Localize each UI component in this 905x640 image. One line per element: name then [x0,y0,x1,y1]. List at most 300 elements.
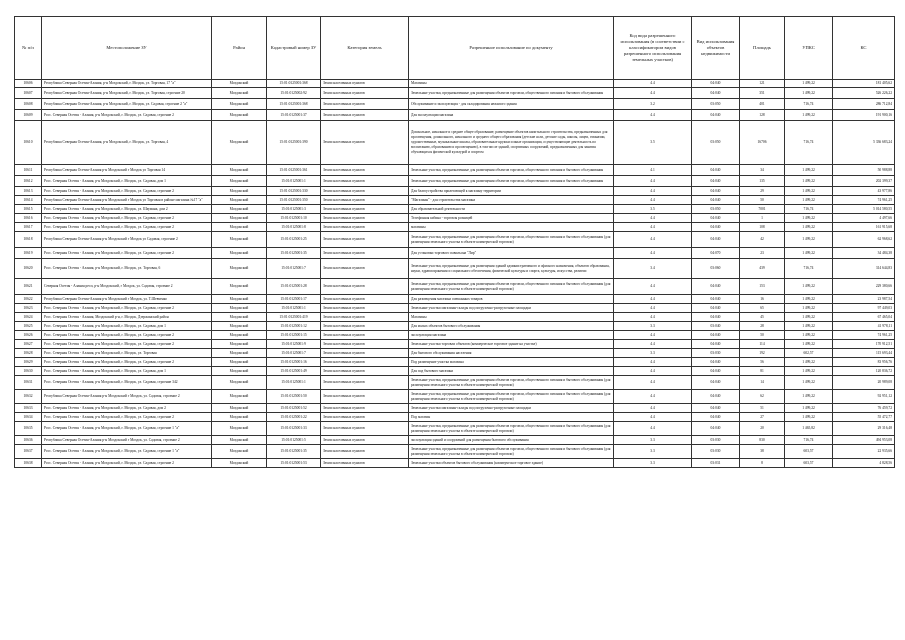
cell-district: Моздокский [212,404,267,413]
cell-category: Земли населенных пунктов [321,313,409,322]
cell-district: Моздокский [212,214,267,223]
cell-use-code: 4.4 [614,223,692,232]
cell-area: 45 [740,313,785,322]
cell-use-code: 4.4 [614,313,692,322]
cell-area: 34 [740,165,785,176]
cell-ks: 74 961,25 [833,331,895,340]
cell-ks: 4 828,56 [833,459,895,468]
cell-permitted-use: "Магазины" - для строительства магазина [409,196,614,205]
cell-id: 10618 [15,232,42,248]
cell-id: 10610 [15,121,42,165]
cell-area: 8 [740,459,785,468]
cell-category: Земли населенных пунктов [321,248,409,259]
cell-area: 108 [740,223,785,232]
cell-address: Росс. Северная Осетия - Алания, р-н Моздокский, г. Моздок, ул. Садовая, строение 2 [42,214,212,223]
cell-use-group: 04:040 [692,110,740,121]
cell-ks: 202 399,37 [833,176,895,187]
cell-id: 10620 [15,259,42,279]
table-row [15,223,895,232]
cell-area: 42 [740,232,785,248]
table-row [15,99,895,110]
table-row [15,322,895,331]
table-row [15,110,895,121]
cell-permitted-use: Земельные участки, предназначенные для размещения объектов торговли, общественного питания и бытового обслуживания (для размещения земельного участка в объекте коммерческой торговли) [409,279,614,295]
header-district: Район [212,17,267,80]
cell-address: Росс. Северная Осетия - Алания, р-н Моздокский, г. Моздок, ул. Садовая, строение 2 [42,248,212,259]
cell-use-group: 04:040 [692,88,740,99]
cell-id: 10606 [15,80,42,88]
cell-area: 56 [740,358,785,367]
cell-use-group: 03:030 [692,445,740,459]
cell-district: Моздокский [212,459,267,468]
cell-id: 10608 [15,99,42,110]
cell-cadastral: 15:01:0125001:390 [267,121,321,165]
cell-cadastral: 15:01:0125001:419 [267,313,321,322]
cell-use-group: 04:040 [692,223,740,232]
cell-category: Земли населенных пунктов [321,232,409,248]
cell-use-code: 3.3 [614,445,692,459]
cell-permitted-use: Для образовательной деятельности [409,205,614,214]
cell-upks: 602,57 [785,349,833,358]
cell-permitted-use: Земельные участки, предназначенные для размещения объектов торговли, общественного питания и бытового обслуживания (для размещения земельного участка в объекте коммерческой торговли) [409,422,614,436]
cell-area: 121 [740,80,785,88]
cell-area: 153 [740,279,785,295]
cell-category: Земли населенных пунктов [321,340,409,349]
cell-category: Земли населенных пунктов [321,214,409,223]
cell-id: 10621 [15,279,42,295]
cell-area: 135 [740,176,785,187]
cell-cadastral: 15:01:0125001:1 [267,376,321,390]
cell-use-code: 4.4 [614,187,692,196]
cell-ks: 161 915,68 [833,223,895,232]
table-row [15,445,895,459]
cell-use-group: 04:040 [692,331,740,340]
cell-permitted-use: Под магазин [409,413,614,422]
cell-cadastral: 15:01:0125001:10 [267,214,321,223]
table-row [15,232,895,248]
cell-use-group: 04:040 [692,176,740,187]
cell-address: Республика Северная Осетия-Алания р-н Моздокский г Моздок, ул. Садовая, строение 2 [42,390,212,404]
cell-upks: 1 499,22 [785,413,833,422]
cell-address: Росс. Северная Осетия - Алания, р-н Моздокский, г. Моздок, ул. Торговая [42,349,212,358]
cell-district: Моздокский [212,322,267,331]
cell-category: Земли населенных пунктов [321,110,409,121]
cell-id: 10622 [15,295,42,304]
cell-cadastral: 15:01:0125001:1 [267,304,321,313]
cell-category: Земли населенных пунктов [321,196,409,205]
cell-ks: 5 014 580,55 [833,205,895,214]
cell-use-group: 04:040 [692,422,740,436]
cell-ks: 50 988,88 [833,165,895,176]
cell-ks: 97 449,03 [833,304,895,313]
cell-use-group: 04:040 [692,413,740,422]
cell-id: 10611 [15,165,42,176]
cell-district: Моздокский [212,88,267,99]
cell-district: Моздокский [212,295,267,304]
table-row [15,340,895,349]
header-address: Местоположение ЗУ [42,17,212,80]
table-row [15,313,895,322]
cell-ks: 4 497,66 [833,214,895,223]
cell-address: Росс. Северная Осетия - Алания, р-н Моздокский, г. Моздок, ул. Садовая, строение 1 "а" [42,422,212,436]
table-row [15,165,895,176]
cell-id: 10626 [15,331,42,340]
cell-address: Республика Северная Осетия-Алания, р-н Моздокский, г. Моздок, ул. Торговая, 17 "а" [42,80,212,88]
cell-upks: 716,74 [785,121,833,165]
cell-upks: 1 499,22 [785,80,833,88]
cell-district: Моздокский [212,313,267,322]
land-plots-table [14,16,895,468]
cell-id: 10627 [15,340,42,349]
cell-cadastral: 15:01:0125001:12 [267,322,321,331]
cell-upks: 1 499,22 [785,88,833,99]
table-row [15,413,895,422]
cell-district: Моздокский [212,248,267,259]
cell-permitted-use: Земельные участки, предназначенные для размещения объектов торговли, общественного питания и бытового обслуживания [409,165,614,176]
cell-district: Моздокский [212,445,267,459]
header-area: Площадь [740,17,785,80]
cell-use-code: 4.4 [614,376,692,390]
cell-area: 192 [740,349,785,358]
cell-use-group: 03:030 [692,349,740,358]
cell-upks: 1 499,22 [785,358,833,367]
table-row [15,349,895,358]
cell-id: 10628 [15,349,42,358]
cell-cadastral: 15:01:0125001:5 [267,436,321,445]
cell-area: 50 [740,196,785,205]
cell-district: Моздокский [212,358,267,367]
cell-upks: 1 499,22 [785,313,833,322]
document-page [14,16,894,468]
cell-use-code: 4.4 [614,367,692,376]
cell-area: 16 [740,295,785,304]
cell-permitted-use: Телефонная кабина - торговля розницей [409,214,614,223]
cell-cadastral: 15:01:0125001:8 [267,223,321,232]
cell-permitted-use: Земельные участки магазины-склады под погрузочно-разгрузочные площадки [409,304,614,313]
cell-permitted-use: Для размещения магазина смешанных товаров [409,295,614,304]
cell-use-code: 4.4 [614,176,692,187]
cell-id: 10632 [15,390,42,404]
cell-id: 10631 [15,376,42,390]
cell-cadastral: 15:01:0125001:35 [267,445,321,459]
cell-use-group: 04:040 [692,187,740,196]
cell-address: Росс. Северная Осетия - Алания, р-н Моздокский, г. Моздок, ул. Садовая, дом 1 [42,176,212,187]
cell-category: Земли населенных пунктов [321,88,409,99]
cell-district: Моздокский [212,331,267,340]
cell-category: Земли населенных пунктов [321,99,409,110]
cell-cadastral: 15:01:0125001:15 [267,331,321,340]
cell-id: 10607 [15,88,42,99]
cell-use-code: 3.3 [614,436,692,445]
cell-use-code: 4.4 [614,110,692,121]
cell-ks: 286 712,84 [833,99,895,110]
cell-upks: 1 499,22 [785,223,833,232]
cell-use-code: 3.5 [614,121,692,165]
cell-category: Земли населенных пунктов [321,205,409,214]
cell-id: 10629 [15,358,42,367]
cell-ks: 191 900,16 [833,110,895,121]
cell-upks: 603,57 [785,445,833,459]
table-row [15,121,895,165]
cell-id: 10633 [15,404,42,413]
cell-upks: 603,57 [785,459,833,468]
cell-address: Республика Северная Осетия-Алания р-н Моздокский г Моздок, ул. Садовая, строение 2 [42,436,212,445]
cell-district: Моздокский [212,367,267,376]
cell-area: 16706 [740,121,785,165]
cell-area: 38 [740,445,785,459]
cell-upks: 1 499,22 [785,390,833,404]
cell-use-group: 04:040 [692,279,740,295]
cell-use-group: 04:040 [692,376,740,390]
cell-use-group: 04:040 [692,295,740,304]
cell-area: 401 [740,99,785,110]
cell-cadastral: 15:01:0125001:28 [267,279,321,295]
cell-area: 114 [740,340,785,349]
cell-address: Республика Северная Осетия-Алания р-н Моздокский г Моздок, ул. Т.Шевченко [42,295,212,304]
cell-permitted-use: Земельные участки магазины-склады под погрузочно-разгрузочные площадки [409,404,614,413]
cell-cadastral: 15:01:0125001:49 [267,367,321,376]
cell-id: 10623 [15,304,42,313]
cell-use-code: 4.4 [614,279,692,295]
cell-use-group: 04:040 [692,390,740,404]
cell-address: Росс. Северная Осетия - Алания, Моздокский р-н, г. Моздок, Дзержинский район [42,313,212,322]
cell-cadastral: 15:01:0125001:52 [267,404,321,413]
cell-district: Моздокский [212,340,267,349]
cell-id: 10614 [15,196,42,205]
cell-use-code: 4.4 [614,390,692,404]
cell-id: 10609 [15,110,42,121]
cell-district: Моздокский [212,349,267,358]
cell-category: Земли населенных пунктов [321,331,409,340]
cell-permitted-use: Земельные участки объектов бытового обслуживания (коммерческое торговое здание) [409,459,614,468]
cell-category: Земли населенных пунктов [321,445,409,459]
table-row [15,88,895,99]
cell-cadastral: 15:01:0125001:1 [267,176,321,187]
cell-use-code: 3.4 [614,259,692,279]
cell-permitted-use: Земельные участки, предназначенные для размещения объектов торговли, общественного питания и бытового обслуживания [409,88,614,99]
cell-permitted-use: Обслуживание и эксплуатация - для складирования нежилого здания [409,99,614,110]
cell-address: Росс. Северная Осетия - Алания, р-н Моздокский, г. Моздок, ул. Садовая, строение 342 [42,376,212,390]
cell-use-code: 4.4 [614,80,692,88]
cell-address: Республика Северная Осетия-Алания, р-н Моздокский, г. Моздок, ул. Торговая, строение 20 [42,88,212,99]
cell-permitted-use: Для бытового обслуживания населения [409,349,614,358]
cell-permitted-use: Земельные участки, предназначенные для размещения объектов торговли, общественного питания и бытового обслуживания (для размещения земельного участка в объекте коммерческой торговли) [409,445,614,459]
cell-cadastral: 15:01:0125001:7 [267,349,321,358]
cell-upks: 1 499,22 [785,304,833,313]
cell-category: Земли населенных пунктов [321,295,409,304]
cell-upks: 716,74 [785,259,833,279]
cell-district: Моздокский [212,110,267,121]
cell-ks: 20 989,08 [833,376,895,390]
cell-area: 50 [740,331,785,340]
cell-permitted-use: Земельные участки, предназначенные для размещения объектов торговли, общественного питания и бытового обслуживания (для размещения земельного участка в объекте коммерческой торговли) [409,232,614,248]
table-row [15,331,895,340]
cell-cadastral: 15:01:0125001:37 [267,110,321,121]
cell-district: Моздокский [212,259,267,279]
cell-use-group: 03:031 [692,459,740,468]
cell-category: Земли населенных пунктов [321,80,409,88]
cell-ks: 76 459,72 [833,404,895,413]
cell-address: Росс. Северная Осетия - Алания, р-н Моздокский, г. Моздок, ул. Садовая, строение 2 [42,331,212,340]
table-row [15,295,895,304]
cell-use-group: 04:040 [692,304,740,313]
cell-district: Моздокский [212,232,267,248]
cell-cadastral: 15:01:0125002:92 [267,88,321,99]
cell-district: Моздокский [212,176,267,187]
cell-ks: 526 226,22 [833,88,895,99]
cell-area: 51 [740,404,785,413]
cell-category: Земли населенных пунктов [321,367,409,376]
cell-category: Земли населенных пунктов [321,459,409,468]
cell-ks: 29 316,48 [833,422,895,436]
cell-category: Земли населенных пунктов [321,259,409,279]
cell-use-code: 3.3 [614,459,692,468]
header-use-code: Код вида разрешенного использования (в соответствии с классификатором видов разрешенного использования земельных участков) [614,17,692,80]
cell-category: Земли населенных пунктов [321,165,409,176]
table-row [15,367,895,376]
cell-district: Моздокский [212,413,267,422]
cell-ks: 34 484,38 [833,248,895,259]
cell-district: Моздокский [212,223,267,232]
cell-category: Земли населенных пунктов [321,121,409,165]
cell-category: Земли населенных пунктов [321,223,409,232]
cell-ks: 23 987,54 [833,295,895,304]
cell-district: Моздокский [212,121,267,165]
cell-upks: 716,74 [785,99,833,110]
cell-district: Моздокский [212,279,267,295]
cell-use-code: 4.4 [614,196,692,205]
cell-use-code: 4.4 [614,232,692,248]
cell-ks: 170 912,51 [833,340,895,349]
cell-category: Земли населенных пунктов [321,358,409,367]
cell-upks: 1 499,22 [785,331,833,340]
cell-use-group: 04:040 [692,165,740,176]
cell-upks: 1 499,22 [785,248,833,259]
cell-address: Росс. Северная Осетия - Алания, р-н Моздокский, г. Моздок, ул. Садовая, дом 1 [42,367,212,376]
cell-address: Росс. Северная Осетия - Алания, р-н Моздокский, г. Моздок, ул. Шаумяна, дом 2 [42,205,212,214]
cell-ks: 494 953,08 [833,436,895,445]
cell-category: Земли населенных пунктов [321,279,409,295]
cell-use-group: 04:040 [692,313,740,322]
cell-cadastral: 15:01:0125001:35 [267,248,321,259]
cell-district: Моздокский [212,187,267,196]
table-row [15,259,895,279]
cell-use-code: 4.4 [614,413,692,422]
cell-area: 830 [740,436,785,445]
cell-use-group: 04:040 [692,80,740,88]
cell-use-code: 3.2 [614,99,692,110]
cell-upks: 1 499,22 [785,340,833,349]
cell-area: 439 [740,259,785,279]
cell-use-group: 03:060 [692,259,740,279]
cell-ks: 74 961,25 [833,196,895,205]
cell-address: Республика Северная Осетия-Алания р-н Моздокский г Моздок ул Торговая 14 [42,165,212,176]
cell-address: Республика Северная Осетия-Алания, р-н Моздокский, г. Моздок, ул. Садовая, строение 2 "а" [42,99,212,110]
table-row [15,304,895,313]
cell-upks: 1 465,82 [785,422,833,436]
cell-use-code: 4.4 [614,358,692,367]
cell-id: 10612 [15,176,42,187]
cell-cadastral: 15:01:0125001:3 [267,205,321,214]
cell-use-code: 4.4 [614,214,692,223]
cell-district: Моздокский [212,390,267,404]
cell-cadastral: 15:01:0125001:16 [267,358,321,367]
cell-cadastral: 15:01:0125001:7 [267,259,321,279]
header-upks: УПКС [785,17,833,80]
cell-address: Росс. Северная Осетия - Алания, р-н Моздокский, г. Моздок, ул. Садовая, дом 2 [42,404,212,413]
cell-id: 10613 [15,187,42,196]
header-use-group: Вид использования объектов недвижимости [692,17,740,80]
cell-category: Земли населенных пунктов [321,187,409,196]
cell-ks: 120 836,72 [833,367,895,376]
cell-ks: 43 977,86 [833,187,895,196]
table-row [15,422,895,436]
table-row [15,459,895,468]
table-row [15,358,895,367]
cell-cadastral: 15:01:0125001:17 [267,295,321,304]
table-row [15,214,895,223]
table-row [15,279,895,295]
table-row [15,176,895,187]
cell-ks: 83 956,76 [833,358,895,367]
cell-cadastral: 15:01:0125001:25 [267,232,321,248]
cell-use-code: 4.4 [614,248,692,259]
cell-use-code: 3.5 [614,205,692,214]
table-row [15,248,895,259]
cell-id: 10624 [15,313,42,322]
cell-upks: 1 499,22 [785,279,833,295]
cell-cadastral: 15:01:0125001:22 [267,413,321,422]
cell-use-code: 3.3 [614,322,692,331]
cell-upks: 1 499,22 [785,176,833,187]
cell-use-code: 4.4 [614,422,692,436]
table-row [15,80,895,88]
cell-ks: 115 693,44 [833,349,895,358]
cell-address: Росс. Северная Осетия - Алания, р-н Моздокский, г. Моздок, ул. Садовая, строение 1 "а" [42,445,212,459]
cell-use-code: 4.4 [614,88,692,99]
table-row [15,390,895,404]
cell-use-code: 4.4 [614,304,692,313]
cell-district: Моздокский [212,304,267,313]
cell-ks: 92 951,12 [833,390,895,404]
cell-upks: 1 499,22 [785,404,833,413]
cell-address: Росс. Северная Осетия - Алания, р-н Моздокский, г. Моздок, ул. Садовая, строение 2 [42,304,212,313]
cell-use-group: 04:040 [692,340,740,349]
cell-address: Республика Северная Осетия-Алания р-н Моздокский г Моздок ул Садовая, строение 2 [42,232,212,248]
cell-cadastral: 15:01:0125001:50 [267,390,321,404]
cell-address: Росс. Северная Осетия - Алания, р-н Моздокский, г. Моздок, ул. Садовая, строение 2 [42,110,212,121]
cell-district: Моздокский [212,99,267,110]
cell-use-group: 03:050 [692,121,740,165]
cell-address: Росс. Северная Осетия - Алания, р-н Моздокский, г. Моздок, ул. Садовая, строение 2 [42,223,212,232]
cell-ks: 62 968,62 [833,232,895,248]
table-row [15,404,895,413]
cell-use-group: 03:050 [692,205,740,214]
cell-cadastral: 15:01:0125001:350 [267,196,321,205]
cell-cadastral: 15:01:0125001:33 [267,422,321,436]
cell-category: Земли населенных пунктов [321,436,409,445]
cell-cadastral: 15:01:0125001:9 [267,340,321,349]
cell-district: Моздокский [212,80,267,88]
cell-upks: 1 499,22 [785,295,833,304]
cell-use-group: 04:070 [692,248,740,259]
cell-id: 10635 [15,422,42,436]
cell-area: 27 [740,413,785,422]
cell-id: 10636 [15,436,42,445]
cell-address: Росс. Северная Осетия - Алания, р-н Моздокский, г. Моздок, ул. Садовая, строение 2 [42,358,212,367]
cell-ks: 229 380,66 [833,279,895,295]
cell-address: Республика Северная Осетия-Алания р-н Моздокский г Моздок ул Торговая в районе магазина №17 "а" [42,196,212,205]
